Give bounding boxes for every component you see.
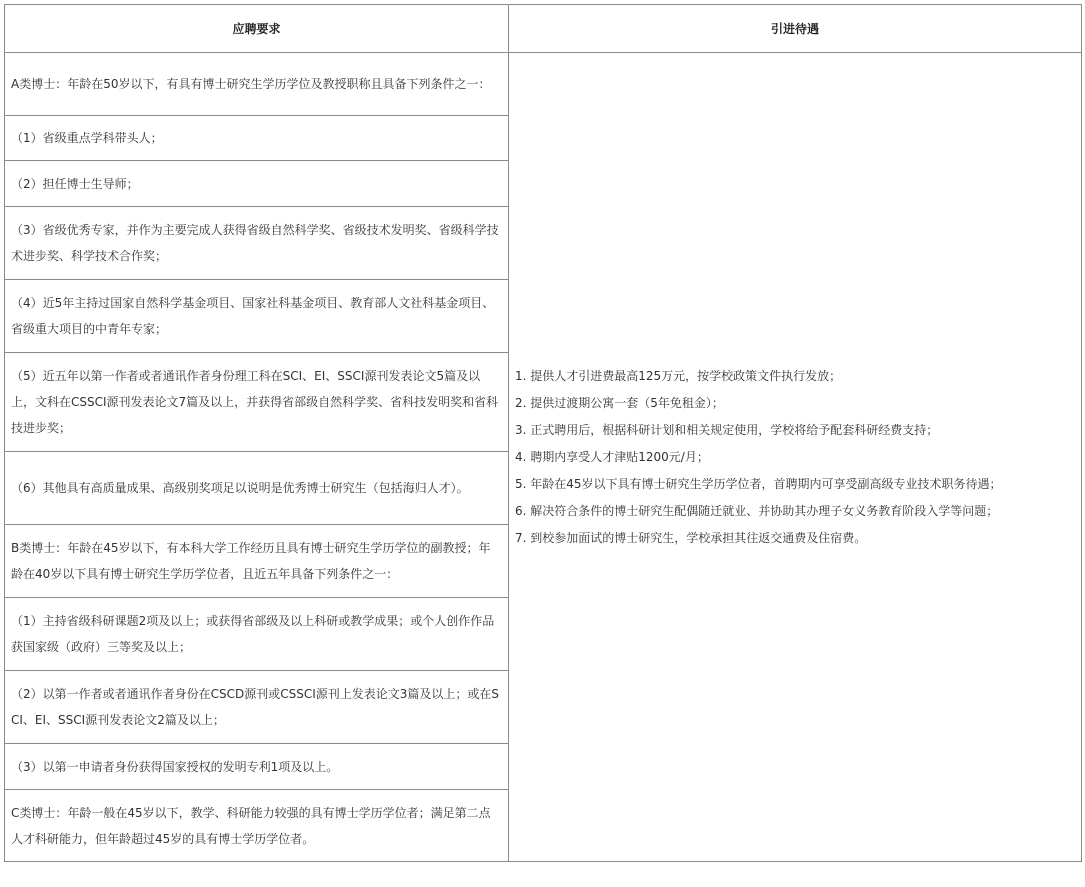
requirement-cell: （4）近5年主持过国家自然科学基金项目、国家社科基金项目、教育部人文社科基金项目、省级重大项目的中青年专家； (5, 280, 509, 353)
requirement-cell: B类博士：年龄在45岁以下，有本科大学工作经历且具有博士研究生学历学位的副教授；年龄在40岁以下具有博士研究生学历学位者，且近五年具备下列条件之一： (5, 525, 509, 598)
requirement-cell: （2）以第一作者或者通讯作者身份在CSCD源刊或CSSCI源刊上发表论文3篇及以上；或在SCI、EI、SSCI源刊发表论文2篇及以上； (5, 671, 509, 744)
requirement-cell: （5）近五年以第一作者或者通讯作者身份理工科在SCI、EI、SSCI源刊发表论文5篇及以上，文科在CSSCI源刊发表论文7篇及以上，并获得省部级自然科学奖、省科技发明奖和省科技进步奖； (5, 353, 509, 452)
benefit-item: 1. 提供人才引进费最高125万元，按学校政策文件执行发放； (515, 368, 842, 383)
requirement-cell: （3）以第一申请者身份获得国家授权的发明专利1项及以上。 (5, 744, 509, 790)
benefit-item: 4. 聘期内享受人才津贴1200元/月； (515, 449, 709, 464)
requirement-cell: （1）主持省级科研课题2项及以上；或获得省部级及以上科研或教学成果；或个人创作作品获国家级（政府）三等奖及以上； (5, 598, 509, 671)
table-header-row (5, 5, 1082, 53)
requirement-cell: （2）担任博士生导师； (5, 161, 509, 207)
requirement-cell: （6）其他具有高质量成果、高级别奖项足以说明是优秀博士研究生（包括海归人才）。 (5, 452, 509, 525)
benefit-item: 3. 正式聘用后，根据科研计划和相关规定使用，学校将给予配套科研经费支持； (515, 422, 939, 437)
requirement-cell: （1）省级重点学科带头人； (5, 116, 509, 161)
benefit-item: 2. 提供过渡期公寓一套（5年免租金）； (515, 395, 724, 410)
header-requirements: 应聘要求 (5, 5, 509, 53)
table-row (5, 53, 1082, 116)
requirement-cell: A类博士：年龄在50岁以下，有具有博士研究生学历学位及教授职称且具备下列条件之一： (5, 53, 509, 116)
benefits-cell (509, 53, 1082, 862)
benefit-item: 6. 解决符合条件的博士研究生配偶随迁就业、并协助其办理子女义务教育阶段入学等问题； (515, 503, 999, 518)
requirement-cell: C类博士：年龄一般在45岁以下，教学、科研能力较强的具有博士学历学位者；满足第二点人才科研能力，但年龄超过45岁的具有博士学历学位者。 (5, 790, 509, 862)
header-benefits: 引进待遇 (509, 5, 1082, 53)
benefit-item: 7. 到校参加面试的博士研究生，学校承担其往返交通费及住宿费。 (515, 530, 867, 545)
requirement-cell: （3）省级优秀专家，并作为主要完成人获得省级自然科学奖、省级技术发明奖、省级科学技术进步奖、科学技术合作奖； (5, 207, 509, 280)
recruitment-table (4, 4, 1082, 862)
benefit-item: 5. 年龄在45岁以下具有博士研究生学历学位者，首聘期内可享受副高级专业技术职务待遇； (515, 476, 1002, 491)
